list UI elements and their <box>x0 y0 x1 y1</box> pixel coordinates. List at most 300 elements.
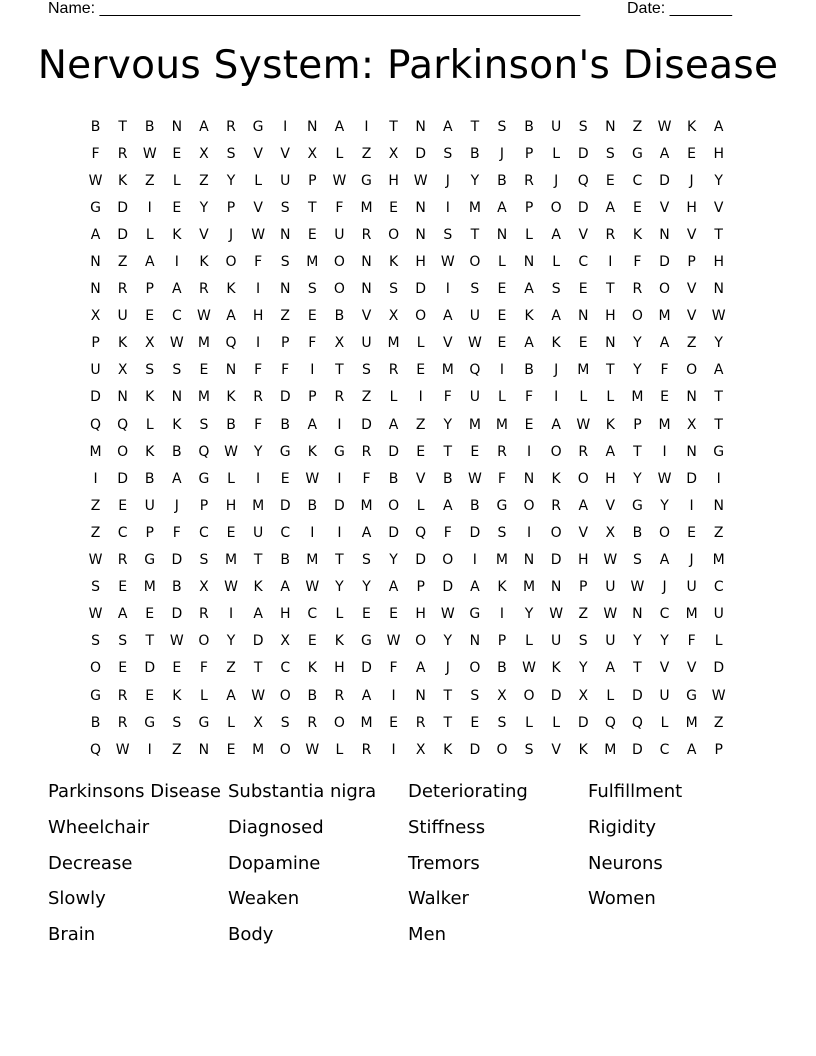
grid-letter[interactable]: K <box>307 443 317 460</box>
grid-letter[interactable]: I <box>310 362 315 379</box>
grid-letter[interactable]: G <box>686 687 698 704</box>
grid-letter[interactable]: G <box>631 497 643 514</box>
grid-letter[interactable]: I <box>499 362 505 379</box>
grid-letter[interactable]: M <box>197 335 210 352</box>
date-field[interactable]: Date: _______ <box>627 0 732 17</box>
grid-letter[interactable]: W <box>251 226 266 243</box>
grid-letter[interactable]: R <box>117 552 128 569</box>
grid-letter[interactable]: Y <box>443 416 453 433</box>
grid-letter[interactable]: L <box>552 145 561 162</box>
grid-letter[interactable]: V <box>659 660 670 677</box>
grid-letter[interactable]: N <box>117 389 128 406</box>
grid-letter[interactable]: W <box>88 552 103 569</box>
grid-letter[interactable]: D <box>469 524 481 541</box>
grid-letter[interactable]: I <box>228 606 234 623</box>
grid-letter[interactable]: S <box>578 118 588 135</box>
grid-letter[interactable]: N <box>523 470 535 487</box>
grid-letter[interactable]: D <box>144 660 156 677</box>
grid-letter[interactable]: L <box>227 714 235 731</box>
grid-letter[interactable]: P <box>280 335 290 352</box>
grid-letter[interactable]: K <box>497 579 507 596</box>
grid-letter[interactable]: G <box>144 714 156 731</box>
grid-letter[interactable]: I <box>526 443 532 460</box>
grid-letter[interactable]: F <box>443 389 452 406</box>
grid-letter[interactable]: X <box>415 741 426 758</box>
grid-letter[interactable]: J <box>174 497 179 514</box>
grid-letter[interactable]: Q <box>469 362 481 379</box>
grid-letter[interactable]: Q <box>631 714 643 731</box>
grid-letter[interactable]: V <box>280 145 290 162</box>
grid-letter[interactable]: J <box>554 172 559 189</box>
grid-letter[interactable]: L <box>552 254 561 271</box>
grid-letter[interactable]: S <box>524 741 534 758</box>
grid-letter[interactable]: O <box>550 524 562 541</box>
grid-letter[interactable]: P <box>714 741 723 758</box>
grid-letter[interactable]: S <box>443 226 453 243</box>
grid-letter[interactable]: B <box>172 443 182 460</box>
grid-letter[interactable]: N <box>415 199 426 216</box>
grid-letter[interactable]: T <box>308 199 317 216</box>
grid-letter[interactable]: U <box>605 633 616 650</box>
grid-letter[interactable]: W <box>576 416 591 433</box>
grid-letter[interactable]: S <box>632 552 642 569</box>
grid-letter[interactable]: X <box>388 145 399 162</box>
grid-letter[interactable]: Q <box>604 714 616 731</box>
grid-letter[interactable]: K <box>253 579 263 596</box>
grid-letter[interactable]: K <box>388 254 399 271</box>
grid-letter[interactable]: Z <box>713 524 724 541</box>
grid-letter[interactable]: N <box>686 389 697 406</box>
grid-letter[interactable]: M <box>143 579 156 596</box>
grid-letter[interactable]: L <box>606 389 615 406</box>
grid-letter[interactable]: I <box>418 389 423 406</box>
grid-letter[interactable]: D <box>117 199 129 216</box>
grid-letter[interactable]: T <box>470 118 480 135</box>
grid-letter[interactable]: K <box>226 389 236 406</box>
grid-letter[interactable]: N <box>713 281 724 298</box>
grid-letter[interactable]: L <box>389 389 398 406</box>
grid-letter[interactable]: F <box>362 470 371 487</box>
grid-letter[interactable]: X <box>117 362 128 379</box>
grid-letter[interactable]: O <box>631 308 643 325</box>
grid-letter[interactable]: V <box>442 335 453 352</box>
grid-letter[interactable]: G <box>90 687 101 704</box>
grid-letter[interactable]: L <box>145 226 154 243</box>
grid-letter[interactable]: E <box>172 660 182 677</box>
grid-letter[interactable]: R <box>415 714 426 731</box>
grid-letter[interactable]: I <box>93 470 98 487</box>
grid-letter[interactable]: A <box>226 308 236 325</box>
grid-letter[interactable]: S <box>362 362 371 379</box>
grid-letter[interactable]: X <box>280 633 290 650</box>
grid-letter[interactable]: R <box>551 497 561 514</box>
grid-letter[interactable]: E <box>307 633 317 650</box>
grid-letter[interactable]: I <box>472 552 477 569</box>
grid-letter[interactable]: S <box>470 281 480 298</box>
grid-letter[interactable]: E <box>118 497 128 514</box>
grid-letter[interactable]: F <box>199 660 208 677</box>
grid-letter[interactable]: S <box>280 714 290 731</box>
grid-letter[interactable]: N <box>713 497 724 514</box>
grid-letter[interactable]: M <box>658 416 671 433</box>
grid-letter[interactable]: O <box>496 741 508 758</box>
grid-letter[interactable]: O <box>415 308 427 325</box>
grid-letter[interactable]: W <box>332 172 347 189</box>
grid-letter[interactable]: W <box>224 443 238 460</box>
grid-letter[interactable]: X <box>334 335 345 352</box>
grid-letter[interactable]: D <box>171 552 183 569</box>
grid-letter[interactable]: M <box>658 308 671 325</box>
grid-letter[interactable]: T <box>606 281 615 298</box>
grid-letter[interactable]: D <box>415 552 427 569</box>
grid-letter[interactable]: E <box>362 606 371 623</box>
grid-letter[interactable]: K <box>524 308 534 325</box>
grid-letter[interactable]: K <box>578 741 588 758</box>
grid-letter[interactable]: C <box>199 524 209 541</box>
grid-letter[interactable]: I <box>499 606 505 623</box>
grid-letter[interactable]: P <box>633 416 642 433</box>
grid-letter[interactable]: G <box>713 443 725 460</box>
grid-letter[interactable]: A <box>524 335 534 352</box>
grid-letter[interactable]: Y <box>362 579 371 596</box>
grid-letter[interactable]: G <box>279 443 291 460</box>
grid-letter[interactable]: M <box>604 741 617 758</box>
grid-letter[interactable]: A <box>524 281 534 298</box>
grid-letter[interactable]: W <box>711 687 726 704</box>
grid-letter[interactable]: M <box>387 335 400 352</box>
grid-letter[interactable]: G <box>198 714 210 731</box>
grid-letter[interactable]: U <box>361 335 372 352</box>
grid-letter[interactable]: H <box>334 660 345 677</box>
grid-letter[interactable]: K <box>687 118 697 135</box>
grid-letter[interactable]: L <box>254 172 263 189</box>
grid-letter[interactable]: K <box>145 443 155 460</box>
grid-letter[interactable]: D <box>279 497 291 514</box>
grid-letter[interactable]: U <box>144 497 155 514</box>
grid-letter[interactable]: K <box>551 660 561 677</box>
grid-letter[interactable]: I <box>716 470 721 487</box>
grid-letter[interactable]: M <box>712 552 725 569</box>
grid-letter[interactable]: A <box>713 362 724 379</box>
grid-letter[interactable]: I <box>526 524 532 541</box>
grid-letter[interactable]: R <box>117 281 128 298</box>
grid-letter[interactable]: H <box>388 172 399 189</box>
grid-letter[interactable]: K <box>551 470 561 487</box>
grid-letter[interactable]: Q <box>117 416 129 433</box>
grid-letter[interactable]: H <box>605 470 616 487</box>
grid-letter[interactable]: I <box>147 741 152 758</box>
grid-letter[interactable]: P <box>199 497 209 514</box>
grid-letter[interactable]: T <box>253 660 263 677</box>
grid-letter[interactable]: E <box>416 362 426 379</box>
grid-letter[interactable]: I <box>256 281 261 298</box>
grid-letter[interactable]: D <box>279 389 291 406</box>
grid-letter[interactable]: I <box>256 335 261 352</box>
grid-letter[interactable]: W <box>413 172 428 189</box>
grid-letter[interactable]: K <box>145 389 155 406</box>
grid-letter[interactable]: M <box>306 254 319 271</box>
grid-letter[interactable]: V <box>578 524 589 541</box>
grid-letter[interactable]: V <box>659 199 670 216</box>
grid-letter[interactable]: G <box>198 470 210 487</box>
grid-letter[interactable]: T <box>335 552 344 569</box>
grid-letter[interactable]: X <box>253 714 263 731</box>
grid-letter[interactable]: D <box>577 145 589 162</box>
grid-letter[interactable]: S <box>605 145 615 162</box>
grid-letter[interactable]: A <box>253 606 263 623</box>
grid-letter[interactable]: W <box>603 552 618 569</box>
grid-letter[interactable]: S <box>280 199 290 216</box>
grid-letter[interactable]: E <box>172 199 182 216</box>
grid-letter[interactable]: X <box>90 308 101 325</box>
grid-letter[interactable]: F <box>497 470 506 487</box>
grid-letter[interactable]: D <box>388 524 399 541</box>
grid-letter[interactable]: I <box>310 524 315 541</box>
grid-letter[interactable]: Y <box>389 552 398 569</box>
grid-letter[interactable]: K <box>632 226 643 243</box>
grid-letter[interactable]: W <box>711 308 726 325</box>
grid-letter[interactable]: T <box>118 118 127 135</box>
grid-letter[interactable]: M <box>685 714 698 731</box>
grid-letter[interactable]: S <box>470 687 480 704</box>
grid-letter[interactable]: N <box>469 633 481 650</box>
grid-letter[interactable]: R <box>307 714 318 731</box>
grid-letter[interactable]: A <box>226 687 236 704</box>
grid-letter[interactable]: K <box>199 254 209 271</box>
grid-letter[interactable]: N <box>225 362 237 379</box>
grid-letter[interactable]: B <box>226 416 236 433</box>
grid-letter[interactable]: L <box>335 606 344 623</box>
grid-letter[interactable]: S <box>578 633 588 650</box>
grid-letter[interactable]: O <box>117 443 129 460</box>
grid-letter[interactable]: O <box>225 254 237 271</box>
grid-letter[interactable]: Y <box>633 470 642 487</box>
grid-letter[interactable]: B <box>90 714 101 731</box>
grid-letter[interactable]: U <box>469 389 480 406</box>
grid-letter[interactable]: P <box>524 199 534 216</box>
grid-letter[interactable]: R <box>632 281 643 298</box>
grid-letter[interactable]: Y <box>226 172 236 189</box>
grid-letter[interactable]: L <box>525 226 533 243</box>
grid-letter[interactable]: T <box>633 660 642 677</box>
grid-letter[interactable]: T <box>633 443 642 460</box>
grid-letter[interactable]: R <box>388 362 399 379</box>
grid-letter[interactable]: U <box>659 687 670 704</box>
grid-letter[interactable]: S <box>199 416 209 433</box>
grid-letter[interactable]: H <box>713 145 724 162</box>
grid-letter[interactable]: J <box>689 552 694 569</box>
grid-letter[interactable]: E <box>199 362 209 379</box>
grid-letter[interactable]: V <box>253 145 263 162</box>
grid-letter[interactable]: R <box>605 226 616 243</box>
grid-letter[interactable]: G <box>144 552 156 569</box>
grid-letter[interactable]: B <box>470 497 480 514</box>
grid-letter[interactable]: N <box>415 226 426 243</box>
grid-letter[interactable]: A <box>605 443 616 460</box>
grid-letter[interactable]: E <box>226 741 236 758</box>
grid-letter[interactable]: Y <box>253 443 263 460</box>
grid-letter[interactable]: U <box>551 118 562 135</box>
grid-letter[interactable]: U <box>686 579 697 596</box>
grid-letter[interactable]: E <box>578 281 588 298</box>
grid-letter[interactable]: W <box>467 335 482 352</box>
grid-letter[interactable]: W <box>467 470 482 487</box>
grid-letter[interactable]: B <box>497 172 507 189</box>
grid-letter[interactable]: D <box>117 226 129 243</box>
grid-letter[interactable]: G <box>90 199 101 216</box>
grid-letter[interactable]: M <box>495 552 508 569</box>
grid-letter[interactable]: O <box>333 254 345 271</box>
grid-letter[interactable]: N <box>279 226 291 243</box>
grid-letter[interactable]: T <box>470 226 480 243</box>
grid-letter[interactable]: P <box>687 254 696 271</box>
grid-letter[interactable]: N <box>577 308 589 325</box>
grid-letter[interactable]: M <box>197 389 210 406</box>
grid-letter[interactable]: M <box>495 416 508 433</box>
grid-letter[interactable]: Z <box>280 308 290 325</box>
grid-letter[interactable]: F <box>660 362 669 379</box>
grid-letter[interactable]: E <box>660 389 669 406</box>
grid-letter[interactable]: R <box>226 118 236 135</box>
grid-letter[interactable]: Z <box>686 335 697 352</box>
grid-letter[interactable]: P <box>226 199 236 216</box>
grid-letter[interactable]: V <box>686 281 697 298</box>
grid-letter[interactable]: Y <box>199 199 209 216</box>
grid-letter[interactable]: E <box>632 199 642 216</box>
grid-letter[interactable]: B <box>280 416 290 433</box>
grid-letter[interactable]: W <box>630 579 645 596</box>
grid-letter[interactable]: C <box>713 579 724 596</box>
grid-letter[interactable]: U <box>334 226 345 243</box>
grid-letter[interactable]: V <box>361 308 372 325</box>
grid-letter[interactable]: O <box>333 281 345 298</box>
grid-letter[interactable]: D <box>117 470 129 487</box>
grid-letter[interactable]: W <box>549 606 564 623</box>
grid-letter[interactable]: M <box>306 552 319 569</box>
grid-letter[interactable]: E <box>307 226 317 243</box>
grid-letter[interactable]: F <box>254 362 263 379</box>
grid-letter[interactable]: Z <box>578 606 589 623</box>
grid-letter[interactable]: Y <box>714 172 723 189</box>
grid-letter[interactable]: M <box>685 606 698 623</box>
grid-letter[interactable]: K <box>118 335 128 352</box>
grid-letter[interactable]: A <box>578 497 589 514</box>
grid-letter[interactable]: M <box>360 714 373 731</box>
grid-letter[interactable]: U <box>605 579 616 596</box>
grid-letter[interactable]: Z <box>361 389 372 406</box>
grid-letter[interactable]: Z <box>361 145 372 162</box>
grid-letter[interactable]: D <box>90 389 101 406</box>
grid-letter[interactable]: B <box>144 470 155 487</box>
grid-letter[interactable]: I <box>337 470 342 487</box>
grid-letter[interactable]: V <box>578 226 589 243</box>
grid-letter[interactable]: E <box>145 606 155 623</box>
grid-letter[interactable]: Z <box>117 254 128 271</box>
grid-letter[interactable]: B <box>307 687 318 704</box>
grid-letter[interactable]: B <box>632 524 643 541</box>
grid-letter[interactable]: D <box>415 281 427 298</box>
grid-letter[interactable]: E <box>389 714 398 731</box>
grid-letter[interactable]: L <box>525 633 533 650</box>
grid-letter[interactable]: H <box>577 552 589 569</box>
grid-letter[interactable]: B <box>307 497 318 514</box>
grid-letter[interactable]: A <box>117 606 128 623</box>
grid-letter[interactable]: A <box>686 741 697 758</box>
grid-letter[interactable]: O <box>333 714 345 731</box>
grid-letter[interactable]: Y <box>524 606 534 623</box>
grid-letter[interactable]: A <box>307 416 318 433</box>
grid-letter[interactable]: D <box>659 254 670 271</box>
grid-letter[interactable]: T <box>253 552 263 569</box>
grid-letter[interactable]: E <box>687 524 697 541</box>
grid-letter[interactable]: E <box>389 199 398 216</box>
grid-letter[interactable]: X <box>144 335 155 352</box>
grid-letter[interactable]: N <box>198 741 210 758</box>
grid-letter[interactable]: W <box>115 741 130 758</box>
grid-letter[interactable]: X <box>307 145 318 162</box>
grid-letter[interactable]: D <box>550 552 562 569</box>
grid-letter[interactable]: N <box>659 226 670 243</box>
grid-letter[interactable]: W <box>522 660 536 677</box>
grid-letter[interactable]: N <box>171 118 183 135</box>
grid-letter[interactable]: D <box>361 416 372 433</box>
grid-letter[interactable]: W <box>305 741 320 758</box>
grid-letter[interactable]: E <box>118 579 128 596</box>
grid-letter[interactable]: D <box>577 714 589 731</box>
grid-letter[interactable]: Z <box>415 416 426 433</box>
grid-letter[interactable]: A <box>388 579 399 596</box>
grid-letter[interactable]: Y <box>633 633 642 650</box>
grid-letter[interactable]: G <box>252 118 264 135</box>
grid-letter[interactable]: Z <box>199 172 209 189</box>
grid-letter[interactable]: O <box>469 254 481 271</box>
grid-letter[interactable]: W <box>386 633 401 650</box>
grid-letter[interactable]: S <box>118 633 128 650</box>
grid-letter[interactable]: O <box>388 497 400 514</box>
grid-letter[interactable]: S <box>362 552 371 569</box>
grid-letter[interactable]: A <box>415 660 426 677</box>
grid-letter[interactable]: U <box>90 362 101 379</box>
grid-letter[interactable]: H <box>713 254 724 271</box>
grid-letter[interactable]: Z <box>90 524 101 541</box>
grid-letter[interactable]: I <box>662 443 667 460</box>
grid-letter[interactable]: G <box>361 633 372 650</box>
grid-letter[interactable]: E <box>307 308 317 325</box>
grid-letter[interactable]: F <box>91 145 100 162</box>
grid-letter[interactable]: W <box>657 118 672 135</box>
grid-letter[interactable]: S <box>226 145 236 162</box>
grid-letter[interactable]: W <box>305 579 320 596</box>
grid-letter[interactable]: Y <box>633 335 642 352</box>
grid-letter[interactable]: N <box>523 552 535 569</box>
grid-letter[interactable]: R <box>361 226 372 243</box>
grid-letter[interactable]: M <box>577 362 590 379</box>
grid-letter[interactable]: D <box>577 199 589 216</box>
grid-letter[interactable]: X <box>497 687 507 704</box>
grid-letter[interactable]: F <box>525 389 534 406</box>
grid-letter[interactable]: W <box>88 172 103 189</box>
grid-letter[interactable]: X <box>199 579 209 596</box>
grid-letter[interactable]: N <box>632 606 643 623</box>
grid-letter[interactable]: D <box>252 633 264 650</box>
grid-letter[interactable]: O <box>279 687 291 704</box>
grid-letter[interactable]: K <box>605 416 615 433</box>
grid-letter[interactable]: K <box>307 660 317 677</box>
grid-letter[interactable]: S <box>443 145 453 162</box>
grid-letter[interactable]: N <box>496 226 508 243</box>
grid-letter[interactable]: O <box>550 199 562 216</box>
grid-letter[interactable]: Y <box>226 633 236 650</box>
